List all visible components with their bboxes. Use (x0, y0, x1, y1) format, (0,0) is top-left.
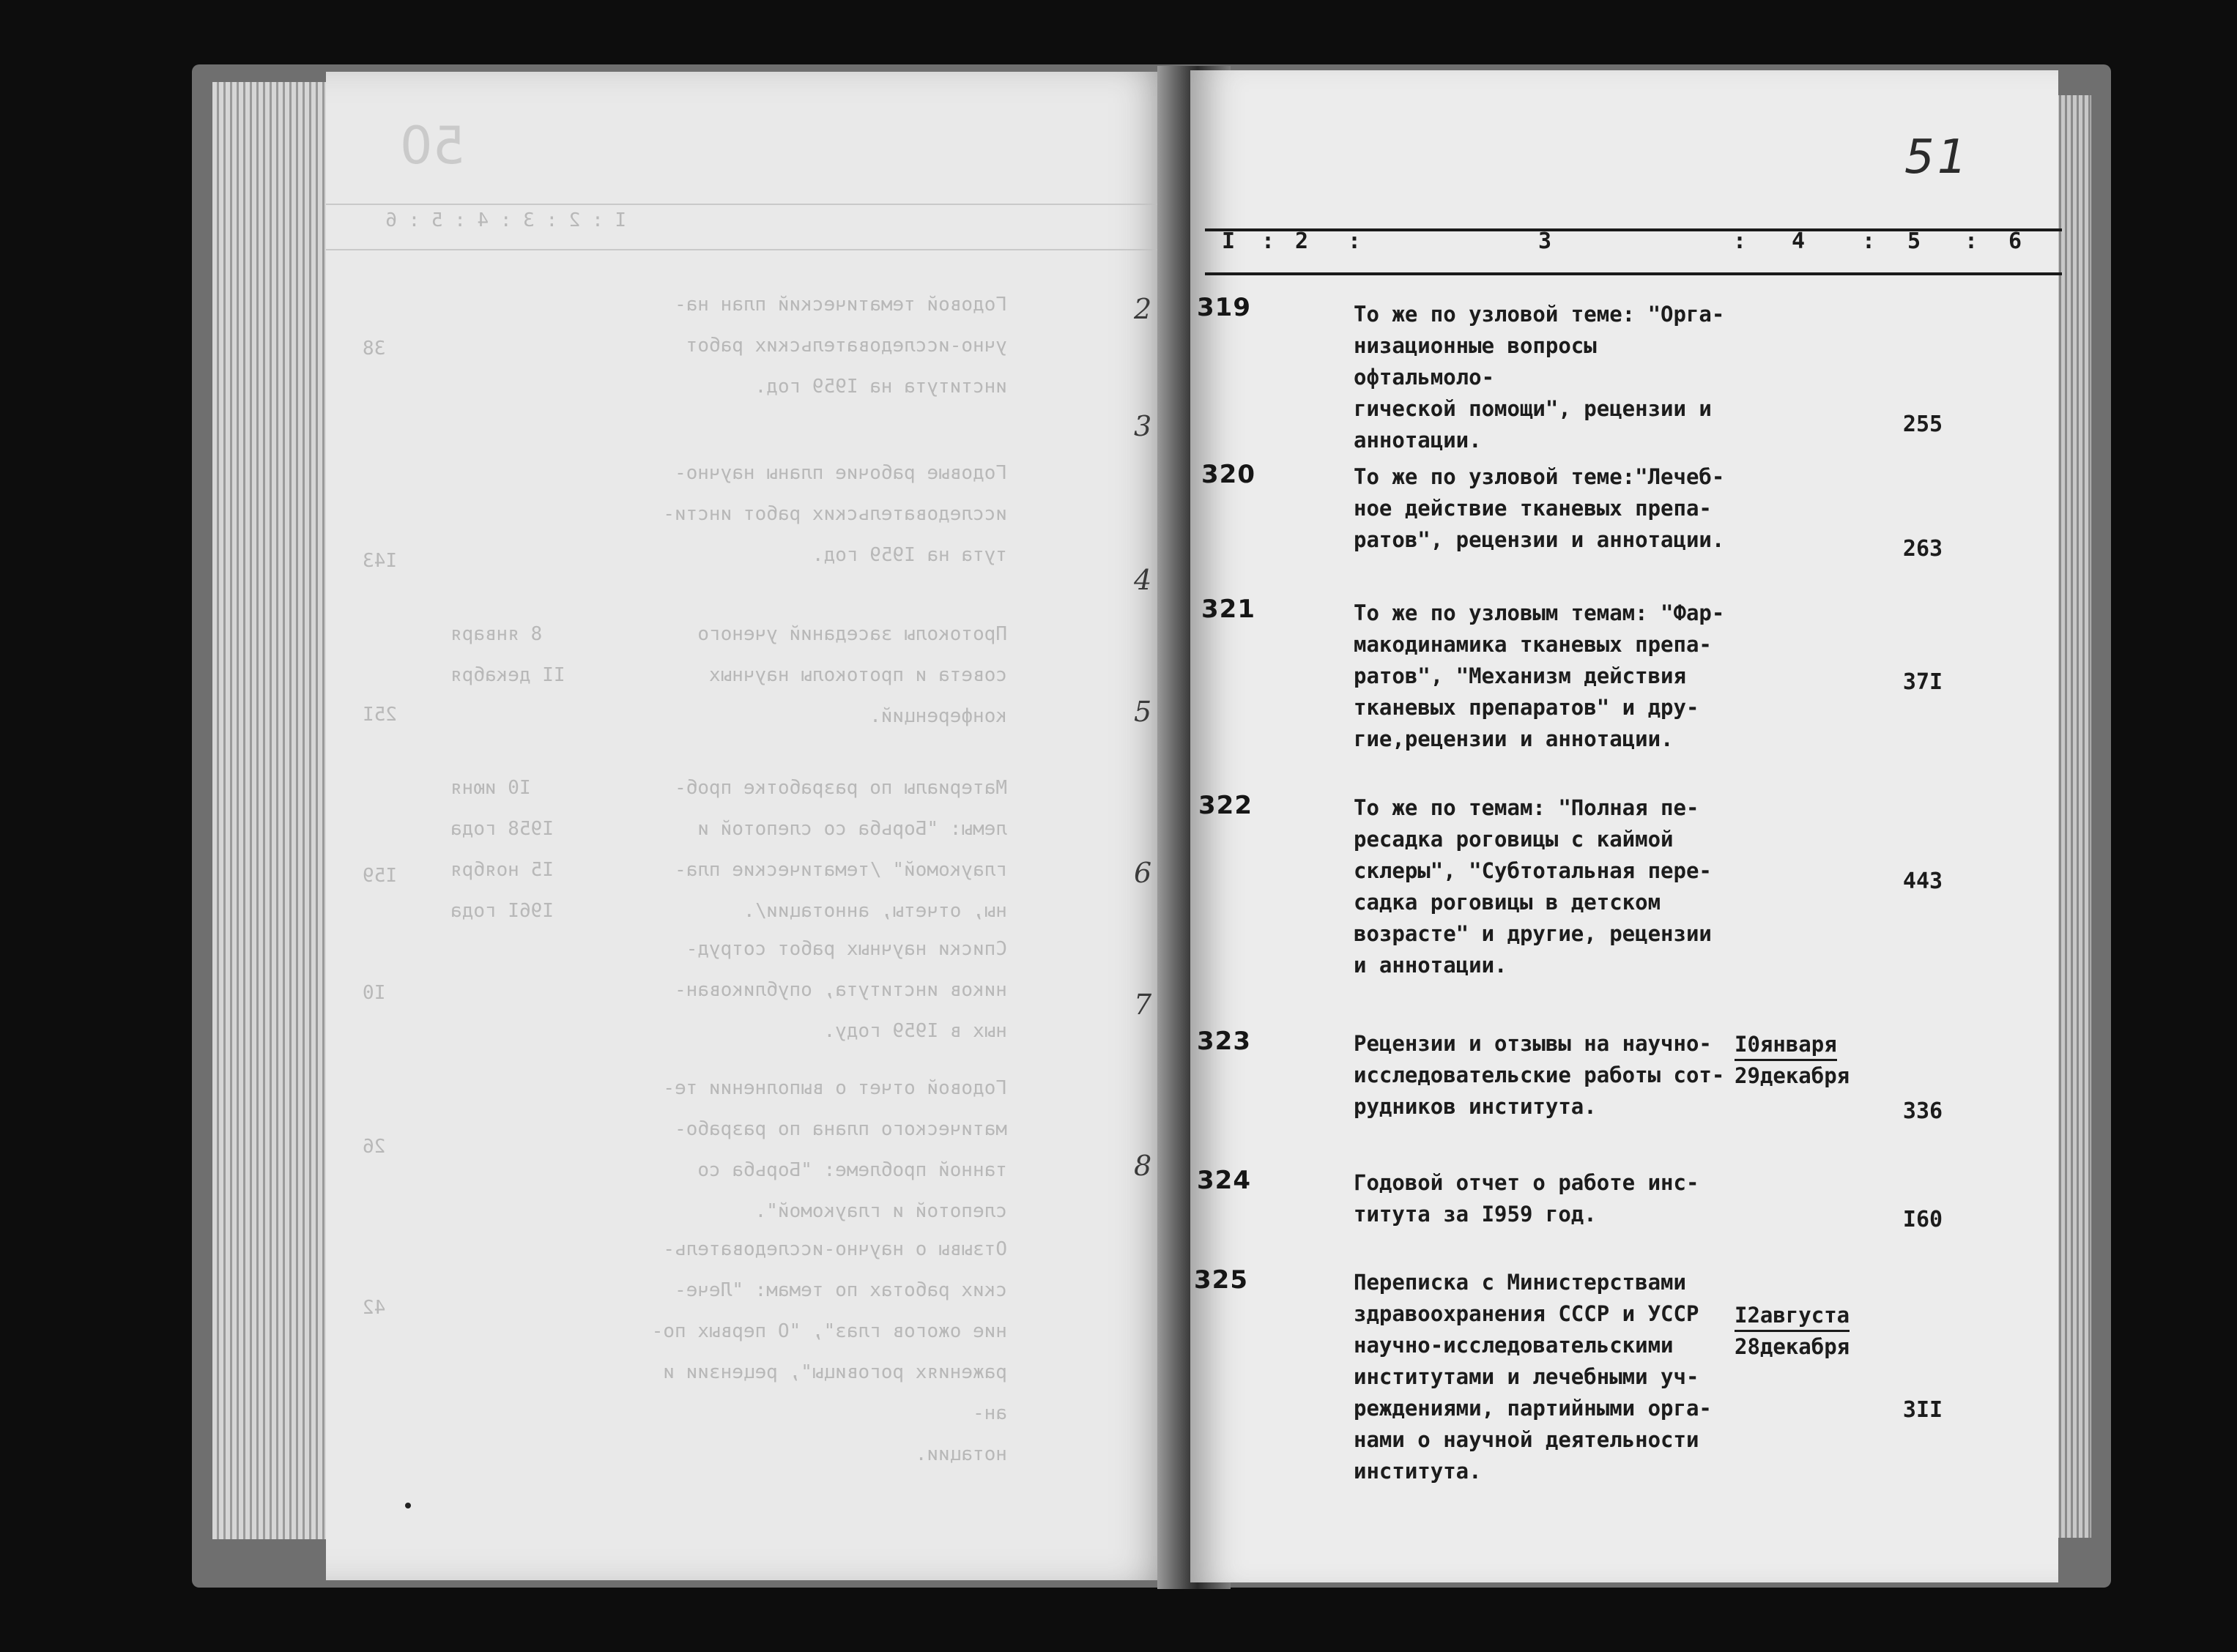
entry-date-end: 28декабря (1735, 1334, 1850, 1359)
entry-date-range (1735, 1030, 1866, 1090)
header-rule-top (1205, 228, 2062, 231)
entry-page-count: 3II (1902, 1397, 1943, 1423)
pencil-mark: 4 (1134, 564, 1152, 596)
entry-date-end: 29декабря (1735, 1063, 1850, 1088)
bleed-entry: Годовые рабочие планы научно- исследовательских работ инсти- тута на I959 год. I43 (363, 462, 1007, 572)
pencil-mark: 3 (1134, 410, 1152, 442)
entry-number: 323 (1197, 1027, 1251, 1056)
entry-title: Годовой отчет о работе инс- титута за I959 год. (1354, 1170, 1699, 1227)
column-header-1: I (1222, 228, 1236, 254)
column-separator: : (1862, 228, 1876, 254)
bleed-headers-text: I : 2 : 3 : 4 : 5 : 6 (385, 209, 626, 231)
entry-number: 319 (1197, 293, 1251, 322)
bleed-entry: Материалы по разработке проб- лемы: "Борьба со слепотой и глаукомой" /тематические пла- ны, отчеты, аннотации/. I0 июня I958 года I5 ноября I96I года I59 (363, 777, 1007, 922)
entry-number: 321 (1201, 595, 1255, 624)
entry-title: Переписка с Министерствами здравоохранения СССР и УССР научно-исследовательскими институтами и лечебными уч- реждениями, партийными орга- нами о научной деятельности института. (1354, 1270, 1712, 1484)
entry-page-count: 336 (1902, 1098, 1943, 1124)
column-header-3: 3 (1538, 228, 1552, 254)
pencil-mark: 8 (1134, 1150, 1152, 1182)
column-header-6: 6 (2008, 228, 2022, 254)
entry-page-count: 443 (1902, 868, 1943, 894)
entry-title: То же по узловым темам: "Фар- макодинамика тканевых препа- ратов", "Механизм действия тканевых препаратов" и дру- гие,рецензии и аннотации. (1354, 600, 1725, 751)
bleed-folio: 50 (399, 116, 465, 176)
pencil-mark: 2 (1134, 293, 1152, 325)
bleed-entry: Протоколы заседаний ученого совета и протоколы научных конференций. 8 января II декабря 25I (363, 623, 1007, 727)
entry-title: Рецензии и отзывы на научно- исследовательские работы сот- рудников института. (1354, 1031, 1725, 1119)
entry-title: То же по узловой теме:"Лечеб- ное действие тканевых препа- ратов", рецензии и аннотации. (1354, 464, 1725, 552)
entry-number: 325 (1194, 1265, 1248, 1295)
entry-page-count: 255 (1902, 412, 1943, 437)
bleed-entry: Годовой отчет о выполнении те- матического плана по разрабо- танной проблеме: "Борьба со слепотой и глаукомой". 26 (363, 1077, 1007, 1222)
left-page-bleed-through (326, 72, 1183, 1580)
entry-date-start: I0января (1735, 1030, 1837, 1061)
column-header-2: 2 (1295, 228, 1309, 254)
entry-title: То же по темам: "Полная пе- ресадка роговицы с каймой склеры", "Субтотальная пере- садка роговицы в детском возрасте" и другие, рецензии и аннотации. (1354, 795, 1712, 978)
bleed-rule-top (326, 204, 1183, 205)
column-separator: : (1733, 228, 1747, 254)
bleed-rule-bottom (326, 249, 1183, 250)
column-header-5: 5 (1907, 228, 1921, 254)
column-separator: : (1261, 228, 1275, 254)
entry-number: 320 (1201, 460, 1255, 489)
left-page-edges (212, 82, 341, 1539)
left-page (326, 72, 1183, 1580)
header-rule-bottom (1205, 272, 2062, 275)
entry-page-count: 263 (1902, 536, 1943, 562)
pencil-mark: 6 (1134, 857, 1152, 889)
entry-date-range (1735, 1301, 1866, 1361)
entry-title: То же по узловой теме: "Орга- низационные вопросы офтальмоло- гической помощи", рецензии и аннотации. (1354, 302, 1725, 453)
page-folio: 51 (1904, 130, 1970, 185)
bleed-entry: Списки научных работ сотруд- ников института, опубликован- ных в I959 году. I0 (363, 938, 1007, 1042)
entry-number: 322 (1198, 791, 1253, 820)
entry-page-count: I60 (1902, 1207, 1943, 1232)
column-separator: : (1965, 228, 1978, 254)
entry-date-start: I2августа (1735, 1301, 1850, 1332)
entry-number: 324 (1197, 1166, 1251, 1195)
column-separator: : (1348, 228, 1362, 254)
entry-page-count: 37I (1902, 669, 1943, 695)
pencil-mark: 5 (1134, 696, 1152, 728)
bleed-entry: Отзывы о научно-исследователь- ских работах по темам: "Лече- ние ожогов глаз", "О первых по- ражениях роговицы", рецензии и ан- нотации. 42 (363, 1238, 1007, 1465)
ink-dot (405, 1503, 411, 1508)
pencil-mark: 7 (1134, 989, 1152, 1021)
bleed-entry: Годовой тематический план на- учно-исследовательских работ института на I959 год. 38 (363, 294, 1007, 398)
column-header-4: 4 (1792, 228, 1806, 254)
